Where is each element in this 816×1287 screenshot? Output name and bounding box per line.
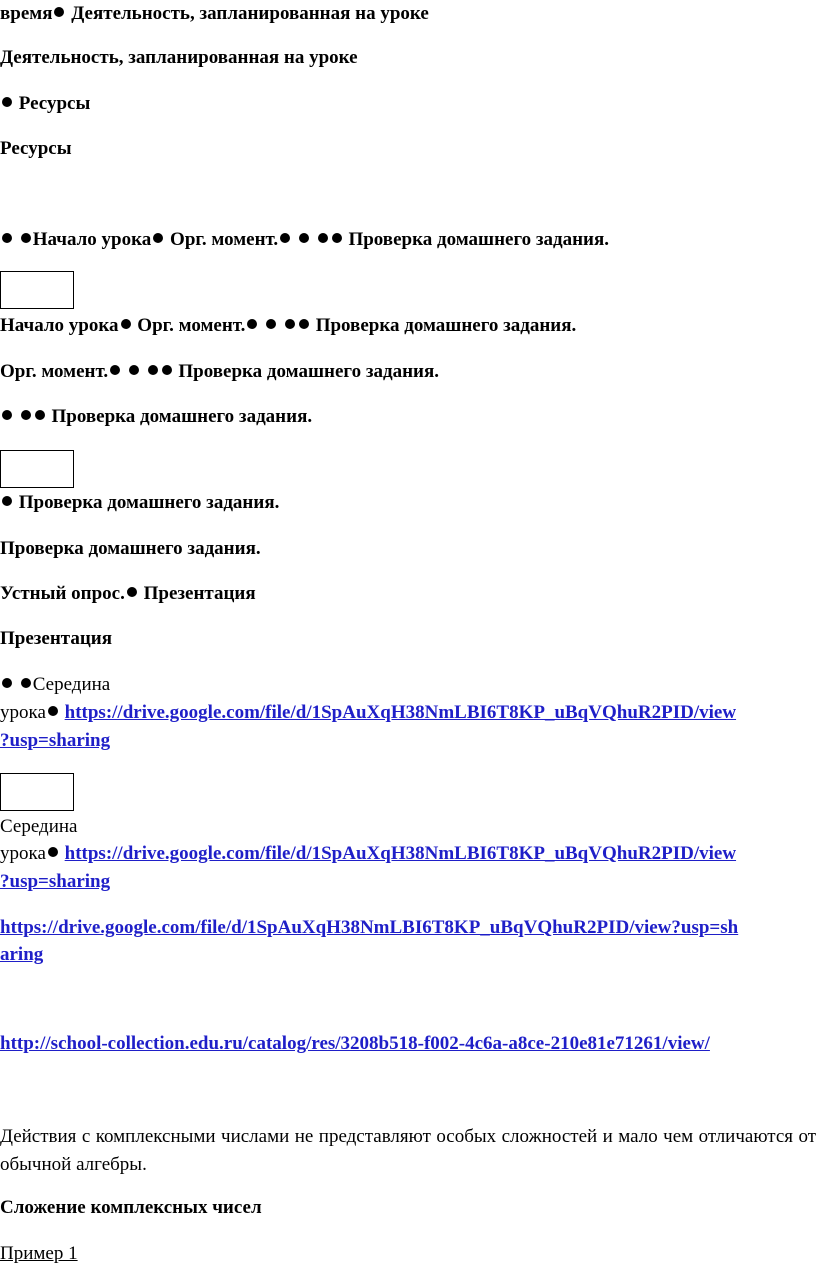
line-resources: Ресурсы xyxy=(0,138,72,159)
bullet-icon xyxy=(299,233,309,243)
line-activity: Деятельность, запланированная на уроке xyxy=(0,47,358,68)
bullet-icon xyxy=(162,365,172,375)
drive-link-2a[interactable]: https://drive.google.com/file/d/1SpAuXqH38NmLBI6T8KP_uBqVQhuR2PID/view xyxy=(64,843,737,864)
line-homework-bullet: Проверка домашнего задания. xyxy=(0,491,279,515)
line-homework: Проверка домашнего задания. xyxy=(0,538,261,559)
bullet-icon xyxy=(148,365,158,375)
bullet-icon xyxy=(247,319,257,329)
bullet-icon xyxy=(129,365,139,375)
line-lesson-start-bullets: Начало урока Орг. момент. Проверка домашнего задания. xyxy=(0,228,609,252)
bullet-icon xyxy=(299,319,309,329)
bullet-icon xyxy=(266,319,276,329)
line-drive-link-3-cont xyxy=(0,943,43,967)
drive-link-2b[interactable]: ?usp=sharing xyxy=(0,871,111,892)
bullet-icon xyxy=(2,678,12,688)
bullet-icon xyxy=(121,319,131,329)
drive-link-3b[interactable]: aring xyxy=(0,944,44,965)
bullet-icon xyxy=(48,847,58,857)
bullet-icon xyxy=(332,233,342,243)
bullet-icon xyxy=(153,233,163,243)
bullet-icon xyxy=(285,319,295,329)
intro-paragraph: Действия с комплексными числами не представляют особых сложностей и мало чем отличаются от обычной алгебры. xyxy=(0,1126,816,1175)
line-lesson-link-1-cont xyxy=(0,729,110,753)
section-heading: Сложение комплексных чисел xyxy=(0,1197,262,1218)
bullet-icon xyxy=(280,233,290,243)
line-lesson-link-2: урока https://drive.google.com/file/d/1SpAuXqH38NmLBI6T8KP_uBqVQhuR2PID/view xyxy=(0,843,737,864)
bullet-icon xyxy=(21,233,31,243)
line-drive-link-3 xyxy=(0,916,738,940)
bullet-icon xyxy=(21,678,31,688)
line-middle-bullets: Середина xyxy=(0,673,110,697)
bullet-icon xyxy=(127,587,137,597)
bullet-icon xyxy=(48,706,58,716)
line-homework-bullets: Проверка домашнего задания. xyxy=(0,405,312,429)
bullet-icon xyxy=(318,233,328,243)
drive-link-3a[interactable]: https://drive.google.com/file/d/1SpAuXqH38NmLBI6T8KP_uBqVQhuR2PID/view?usp=sh xyxy=(0,917,739,938)
bullet-icon xyxy=(110,365,120,375)
drive-link-1b[interactable]: ?usp=sharing xyxy=(0,730,111,751)
line-lesson-start: Начало урока Орг. момент. Проверка домашнего задания. xyxy=(0,315,577,336)
bullet-icon xyxy=(2,97,12,107)
line-org-moment: Орг. момент. Проверка домашнего задания. xyxy=(0,361,439,382)
line-school-collection xyxy=(0,1032,710,1056)
line-lesson-link-1: урока https://drive.google.com/file/d/1SpAuXqH38NmLBI6T8KP_uBqVQhuR2PID/view xyxy=(0,702,737,723)
line-lesson-link-2-cont xyxy=(0,870,110,894)
line-middle: Середина xyxy=(0,816,78,837)
line-time-activity: время Деятельность, запланированная на уроке xyxy=(0,3,429,24)
bullet-icon xyxy=(54,7,64,17)
empty-cell-box xyxy=(0,271,74,309)
bullet-icon xyxy=(21,410,31,420)
line-presentation: Презентация xyxy=(0,628,113,649)
bullet-icon xyxy=(35,410,45,420)
empty-cell-box xyxy=(0,773,74,811)
line-resources-bullet: Ресурсы xyxy=(0,92,90,116)
bullet-icon xyxy=(2,496,12,506)
drive-link-1a[interactable]: https://drive.google.com/file/d/1SpAuXqH38NmLBI6T8KP_uBqVQhuR2PID/view xyxy=(64,702,737,723)
bullet-icon xyxy=(2,233,12,243)
empty-cell-box xyxy=(0,450,74,488)
bullet-icon xyxy=(2,410,12,420)
line-oral-survey: Устный опрос. Презентация xyxy=(0,583,256,604)
example-label: Пример 1 xyxy=(0,1243,78,1264)
school-collection-link[interactable]: http://school-collection.edu.ru/catalog/res/3208b518-f002-4c6a-a8ce-210e81e71261/view/ xyxy=(0,1033,710,1054)
